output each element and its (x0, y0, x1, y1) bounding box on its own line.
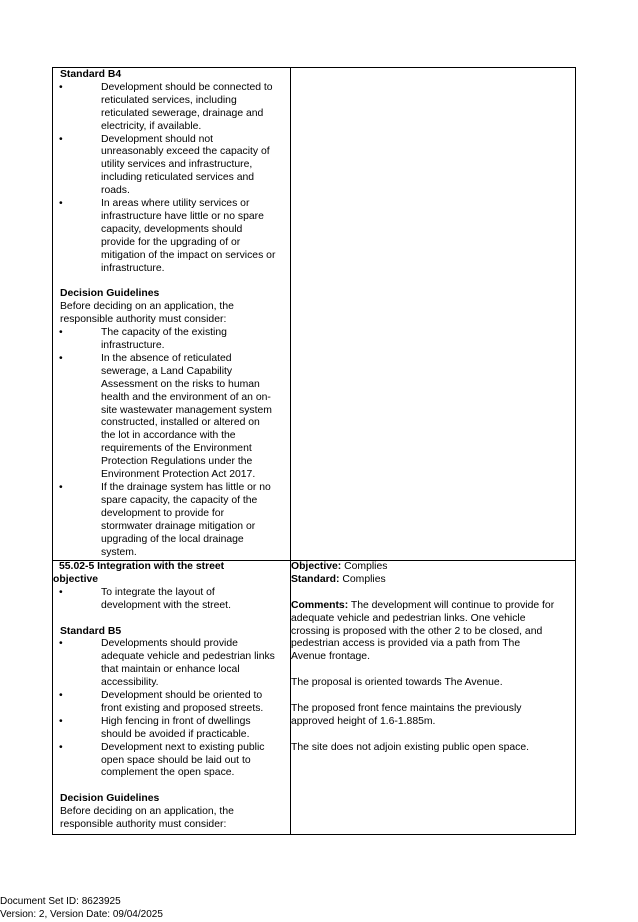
list-line: infrastructure have little or no spare (101, 210, 264, 222)
list-line: infrastructure. (101, 262, 165, 274)
bullet-icon: • (59, 481, 63, 493)
bullet-icon: • (59, 586, 63, 598)
list-line: mitigation of the impact on services or (101, 249, 276, 261)
list-line: requirements of the Environment (101, 443, 252, 455)
list-line: development with the street. (101, 599, 231, 611)
standard-b4-title: Standard B4 (60, 69, 122, 80)
list-line: should be avoided if practicable. (101, 728, 250, 740)
comments-line: adequate vehicle and pedestrian links. One vehicle (291, 612, 526, 624)
comments-line: pedestrian access is provided via a path from The (291, 638, 521, 650)
list-line: Environment Protection Act 2017. (101, 469, 256, 481)
list-line: Developments should provide (101, 638, 238, 650)
row1-left-cell (53, 68, 290, 560)
assessment-table (52, 67, 576, 835)
list-line: constructed, installed or altered on (101, 417, 260, 429)
version-info: Version: 2, Version Date: 09/04/2025 (0, 909, 163, 920)
bullet-icon: • (59, 81, 63, 93)
list-line: If the drainage system has little or no (101, 481, 271, 493)
row2-left-cell (53, 561, 290, 836)
list-line: front existing and proposed streets. (101, 702, 264, 714)
list-line: provide for the upgrading of or (101, 236, 241, 248)
guidelines-intro-line: Before deciding on an application, the (60, 806, 234, 818)
list-line: accessibility. (101, 677, 159, 689)
list-line: site wastewater management system (101, 404, 272, 416)
list-line: Development next to existing public (101, 741, 265, 753)
bullet-icon: • (59, 715, 63, 727)
list-line: High fencing in front of dwellings (101, 715, 251, 727)
list-line: the lot in accordance with the (101, 430, 236, 442)
list-item (53, 327, 290, 353)
list-line: adequate vehicle and pedestrian links (101, 651, 275, 663)
list-item (53, 690, 290, 716)
list-line: reticulated services, including (101, 94, 237, 106)
list-item (53, 587, 290, 613)
objective-label: Objective: (291, 561, 342, 572)
list-item (53, 353, 290, 482)
list-line: Development should be oriented to (101, 690, 263, 702)
row2-right-cell (291, 561, 576, 836)
list-line: sewerage, a Land Capability (101, 365, 233, 377)
list-item (53, 134, 290, 199)
bullet-icon: • (59, 352, 63, 364)
guidelines-intro-line: responsible authority must consider: (60, 314, 227, 326)
decision-guidelines-title: Decision Guidelines (60, 288, 160, 300)
list-line: To integrate the layout of (101, 586, 215, 598)
bullet-icon: • (59, 327, 63, 339)
list-line: Development should be connected to (101, 81, 273, 93)
list-line: The capacity of the existing (101, 327, 227, 339)
list-item (53, 742, 290, 781)
list-line: system. (101, 546, 137, 558)
standard-value: Complies (339, 573, 386, 585)
list-line: utility services and infrastructure, (101, 159, 253, 171)
objective-status (291, 561, 576, 574)
comment-paragraph: The proposal is oriented towards The Avenue. (291, 677, 503, 689)
section-heading: 55.02-5 Integration with the street (59, 561, 225, 572)
list-line: upgrading of the local drainage (101, 533, 244, 545)
comments-label: Comments: (291, 599, 349, 611)
list-line: electricity, if available. (101, 120, 202, 132)
list-line: roads. (101, 185, 130, 197)
standard-status (291, 574, 576, 587)
list-item (53, 716, 290, 742)
document-id: Document Set ID: 8623925 (0, 896, 121, 907)
list-line: that maintain or enhance local (101, 664, 240, 676)
guidelines-intro-line: responsible authority must consider: (60, 819, 227, 831)
list-line: infrastructure. (101, 340, 165, 352)
comment-paragraph-line: approved height of 1.6-1.885m. (291, 715, 436, 727)
list-line: Development should not (101, 133, 214, 145)
comments-line: Avenue frontage. (291, 651, 370, 663)
list-line: In areas where utility services or (101, 198, 250, 210)
section-heading-line2: objective (53, 573, 99, 585)
comments-line: crossing is proposed with the other 2 to be closed, and (291, 625, 543, 637)
list-line: Assessment on the risks to human (101, 378, 260, 390)
list-line: development to provide for (101, 507, 225, 519)
standard-b5-title: Standard B5 (60, 625, 122, 637)
comments-first-line (291, 600, 576, 613)
list-line: stormwater drainage mitigation or (101, 520, 256, 532)
bullet-icon: • (59, 690, 63, 702)
guidelines-intro-line: Before deciding on an application, the (60, 301, 234, 313)
bullet-icon: • (59, 638, 63, 650)
list-line: reticulated sewerage, drainage and (101, 107, 264, 119)
list-line: In the absence of reticulated (101, 352, 232, 364)
comment-paragraph: The site does not adjoin existing public open space. (291, 741, 529, 753)
list-line: spare capacity, the capacity of the (101, 494, 258, 506)
comment-paragraph-line: The proposed front fence maintains the previously (291, 702, 522, 714)
list-line: Protection Regulations under the (101, 456, 253, 468)
bullet-icon: • (59, 198, 63, 210)
list-line: complement the open space. (101, 767, 235, 779)
decision-guidelines-title: Decision Guidelines (60, 793, 160, 805)
list-item (53, 198, 290, 275)
list-line: open space should be laid out to (101, 754, 251, 766)
list-item (53, 638, 290, 690)
bullet-icon: • (59, 133, 63, 145)
list-line: health and the environment of an on- (101, 391, 271, 403)
comments-text: The development will continue to provide for (348, 599, 555, 611)
bullet-icon: • (59, 741, 63, 753)
standard-label: Standard: (291, 573, 340, 585)
objective-value: Complies (341, 561, 388, 572)
list-line: capacity, developments should (101, 223, 243, 235)
list-item (53, 482, 290, 559)
list-item (53, 82, 290, 134)
list-line: unreasonably exceed the capacity of (101, 146, 270, 158)
list-line: including reticulated services and (101, 172, 255, 184)
